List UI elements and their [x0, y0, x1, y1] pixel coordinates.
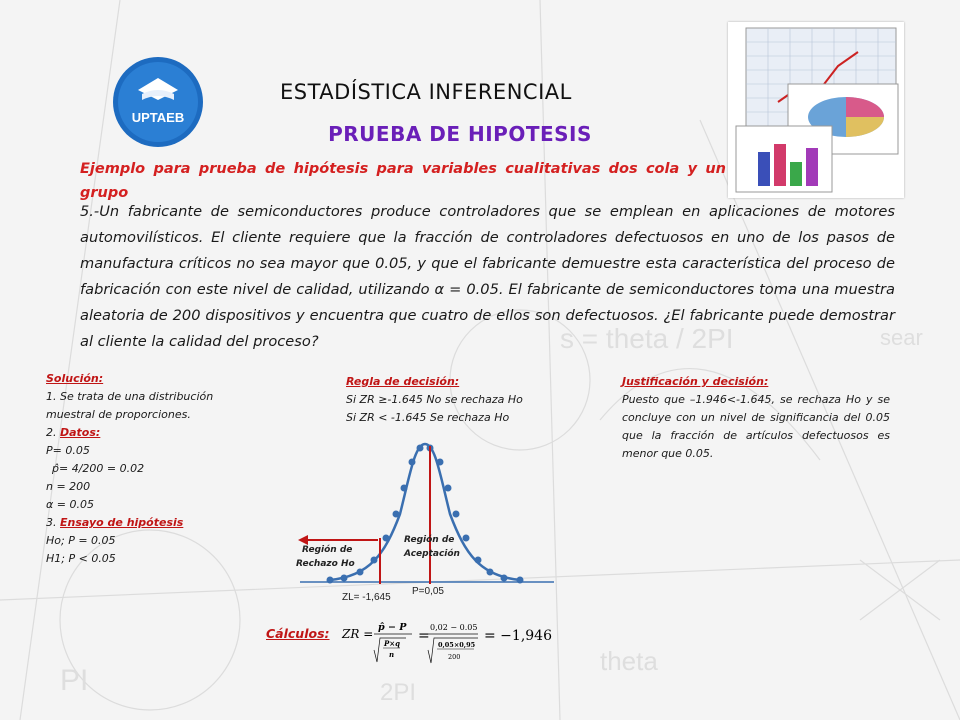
- z-formula: [340, 616, 580, 666]
- zr-label: ZR =: [342, 627, 374, 641]
- hypothesis-null: Ho; P = 0.05: [46, 534, 116, 547]
- svg-text:PI: PI: [60, 664, 89, 697]
- data-line: P= 0.05: [46, 444, 90, 457]
- decision-rule-section: [346, 373, 586, 427]
- normal-curve: [330, 444, 520, 580]
- zl-label: ZL= -1,645: [342, 592, 391, 603]
- svg-text:sear: sear: [880, 325, 923, 350]
- p-label: P=0,05: [412, 586, 444, 597]
- justification-heading: Justificación y decisión:: [622, 375, 769, 388]
- value-den-bottom: 200: [448, 653, 461, 661]
- solution-section: [46, 370, 246, 568]
- equals-sign: =: [418, 628, 430, 644]
- data-label: Datos:: [60, 426, 101, 439]
- reject-region-label: Rechazo Ho: [296, 559, 355, 569]
- justification-text: Puesto que –1.946<-1.645, se rechaza Ho y se concluye con un nivel de significancia del 0.05 que la fracción de artículos defectuosos es menor que 0.05.: [622, 393, 890, 460]
- curve-points: [327, 445, 524, 584]
- uptaeb-logo: [112, 56, 204, 148]
- data-line: n = 200: [46, 480, 91, 493]
- solution-step-1: 1. Se trata de una distribución muestral de proporciones.: [46, 390, 214, 421]
- formula-den-top: P×q: [384, 639, 401, 648]
- formula-numerator: p̂ − P: [378, 622, 407, 633]
- justification-section: [622, 373, 890, 463]
- normal-curve-diagram: [290, 434, 560, 610]
- decision-rule-line: Si ZR < -1.645 Se rechaza Ho: [346, 411, 510, 424]
- page-title: ESTADÍSTICA INFERENCIAL: [280, 80, 572, 104]
- solution-step-3: 3. Ensayo de hipótesis: [46, 516, 184, 529]
- example-title: Ejemplo para prueba de hipótesis para variables cualitativas dos cola y un grupo: [80, 161, 726, 201]
- data-line: α = 0.05: [46, 498, 94, 511]
- svg-text:theta: theta: [600, 646, 658, 676]
- value-numerator: 0,02 − 0.05: [430, 623, 478, 632]
- calculations-label: Cálculos:: [266, 626, 330, 641]
- logo-text: UPTAEB: [131, 110, 185, 125]
- solution-step-2: 2. Datos:: [46, 426, 101, 439]
- decision-rule-heading: Regla de decisión:: [346, 375, 460, 388]
- page-subtitle: PRUEBA DE HIPOTESIS: [328, 122, 592, 146]
- charts-illustration: [728, 22, 904, 198]
- result-value: = −1,946: [484, 628, 552, 644]
- problem-statement: 5.-Un fabricante de semiconductores produce controladores que se emplean en aplicaciones de motores automovilísticos. El cliente requiere que la fracción de controladores defectuosos en uno de los pasos de manufactura críticos no sea mayor que 0.05, y que el fabricante demuestre esta característica del proceso de fabricación con este nivel de calidad, utilizando α = 0.05. El fabricante de semiconductores toma una muestra aleatoria de 200 dispositivos y encuentra que cuatro de ellos son defectuosos. ¿El fabricante puede demostrar al cliente la calidad del proceso?: [80, 203, 895, 350]
- svg-text:2PI: 2PI: [380, 679, 417, 706]
- data-line: p̂= 4/200 = 0.02: [52, 462, 145, 475]
- value-den-top: 0,05×0,95: [438, 641, 476, 649]
- hypothesis-label: Ensayo de hipótesis: [60, 516, 184, 529]
- svg-text:s = theta / 2PI: s = theta / 2PI: [560, 323, 734, 354]
- formula-den-bottom: n: [389, 650, 395, 659]
- reject-region-label: Región de: [302, 545, 353, 555]
- accept-region-label: Región de: [404, 535, 455, 545]
- hypothesis-alt: H1; P < 0.05: [46, 552, 116, 565]
- decision-rule-line: Si ZR ≥-1.645 No se rechaza Ho: [346, 393, 523, 406]
- solution-heading: Solución:: [46, 372, 104, 385]
- accept-region-label: Aceptación: [404, 549, 460, 559]
